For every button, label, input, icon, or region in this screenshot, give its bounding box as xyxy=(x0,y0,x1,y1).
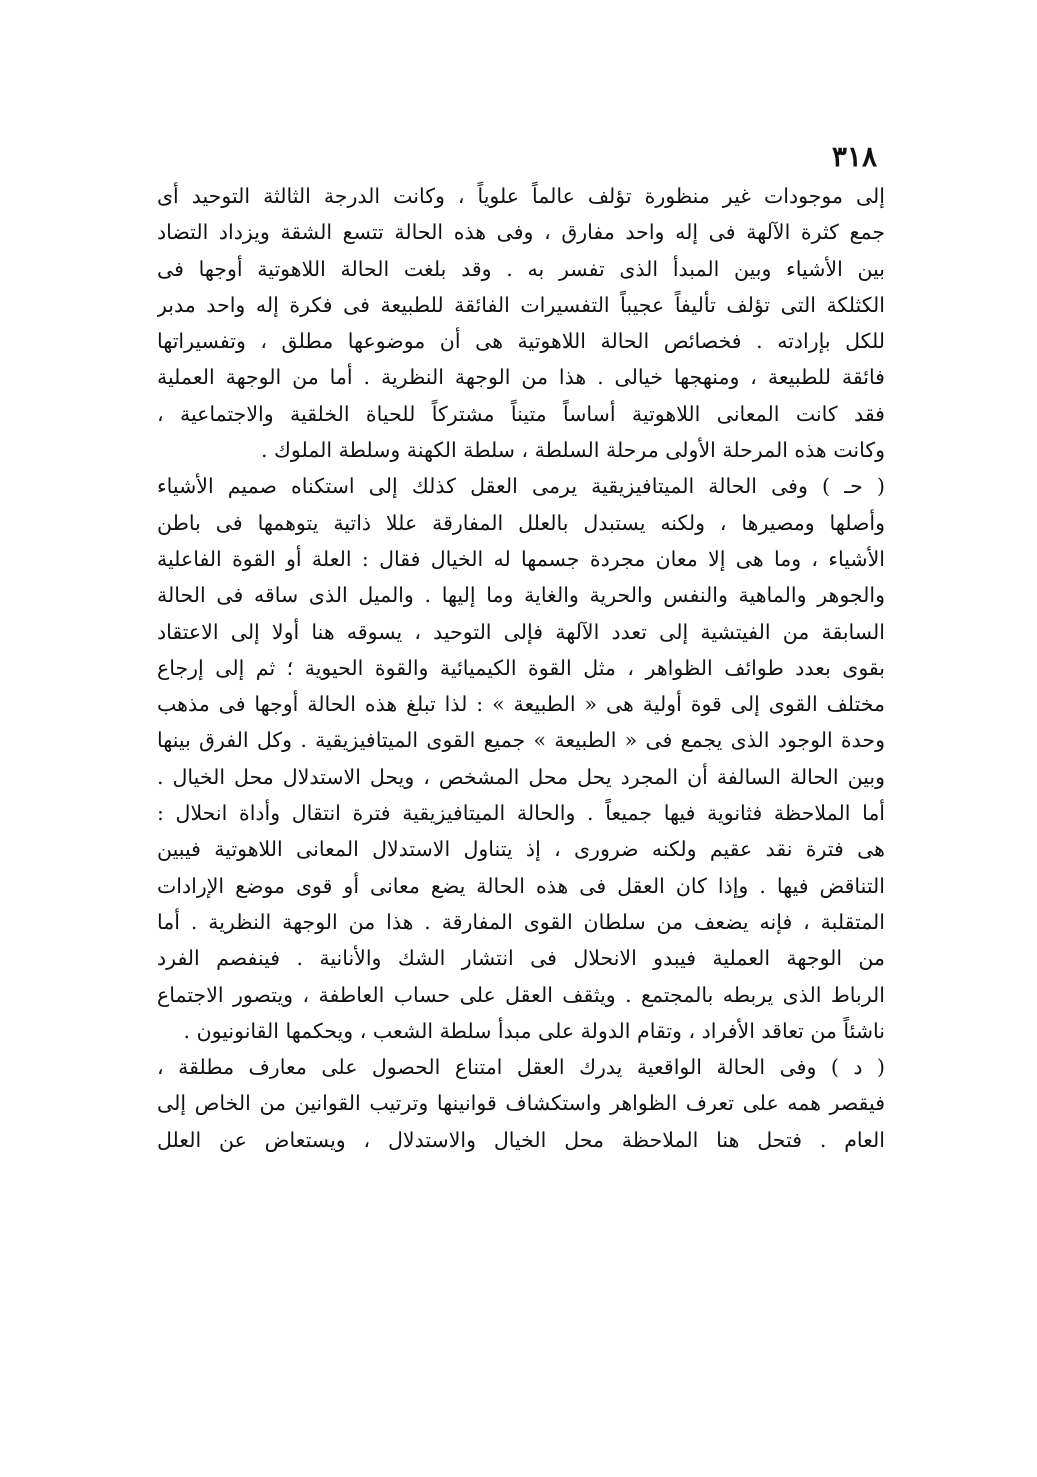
text-line: ناشئاً من تعاقد الأفراد ، وتقام الدولة على مبدأ سلطة الشعب ، ويحكمها القانونيون . xyxy=(183,1018,885,1043)
text-line: التناقض فيها . وإذا كان العقل فى هذه الحالة يضع معانى أو قوى موضع الإرادات xyxy=(157,873,885,898)
text-line: أما الملاحظة فثانوية فيها جميعاً . والحالة الميتافيزيقية فترة انتقال وأداة انحلال : xyxy=(157,801,885,826)
text-line: الكثلكة التى تؤلف تأليفاً عجيباً التفسيرات الفائقة للطبيعة فى فكرة إله واحد مدبر xyxy=(157,292,885,317)
text-line: العام . فتحل هنا الملاحظة محل الخيال والاستدلال ، ويستعاض عن العلل xyxy=(157,1127,885,1152)
text-line: الرباط الذى يربطه بالمجتمع . ويثقف العقل على حساب العاطفة ، ويتصور الاجتماع xyxy=(157,982,885,1007)
text-line: بين الأشياء وبين المبدأ الذى تفسر به . وقد بلغت الحالة اللاهوتية أوجها فى xyxy=(157,256,885,281)
text-line: للكل بإرادته . فخصائص الحالة اللاهوتية هى أن موضوعها مطلق ، وتفسيراتها xyxy=(157,329,885,354)
text-line: وكانت هذه المرحلة الأولى مرحلة السلطة ، سلطة الكهنة وسلطة الملوك . xyxy=(261,438,885,463)
text-line: السابقة من الفيتشية إلى تعدد الآلهة فإلى التوحيد ، يسوقه هنا أولا إلى الاعتقاد xyxy=(157,619,885,644)
text-line: المتقلبة ، فإنه يضعف من سلطان القوى المفارقة . هذا من الوجهة النظرية . أما xyxy=(157,909,885,934)
text-body xyxy=(157,178,885,1158)
text-line: فقد كانت المعانى اللاهوتية أساساً متيناً مشتركاً للحياة الخلقية والاجتماعية ، xyxy=(157,401,885,426)
text-line: وبين الحالة السالفة أن المجرد يحل محل المشخص ، ويحل الاستدلال محل الخيال . xyxy=(157,764,885,789)
text-line: والجوهر والماهية والنفس والحرية والغاية وما إليها . والميل الذى ساقه فى الحالة xyxy=(157,583,885,608)
text-line: هى فترة نقد عقيم ولكنه ضرورى ، إذ يتناول الاستدلال المعانى اللاهوتية فيبين xyxy=(157,837,885,862)
text-line: وحدة الوجود الذى يجمع فى « الطبيعة » جميع القوى الميتافيزيقية . وكل الفرق بينها xyxy=(157,728,885,753)
page-number: ٣١٨ xyxy=(831,140,877,173)
text-line: من الوجهة العملية فيبدو الانحلال فى انتشار الشك والأنانية . فينفصم الفرد xyxy=(157,946,885,971)
text-line: وأصلها ومصيرها ، ولكنه يستبدل بالعلل المفارقة عللا ذاتية يتوهمها فى باطن xyxy=(157,510,885,535)
text-line: بقوى بعدد طوائف الظواهر ، مثل القوة الكيميائية والقوة الحيوية ؛ ثم إلى إرجاع xyxy=(157,655,885,680)
text-line: ( د ) وفى الحالة الواقعية يدرك العقل امتناع الحصول على معارف مطلقة ، xyxy=(157,1055,885,1080)
text-line: مختلف القوى إلى قوة أولية هى « الطبيعة » : لذا تبلغ هذه الحالة أوجها فى مذهب xyxy=(157,692,885,717)
text-line: الأشياء ، وما هى إلا معان مجردة جسمها له الخيال فقال : العلة أو القوة الفاعلية xyxy=(157,546,885,571)
text-line: إلى موجودات غير منظورة تؤلف عالماً علوياً ، وكانت الدرجة الثالثة التوحيد أى xyxy=(157,184,885,208)
text-line: جمع كثرة الآلهة فى إله واحد مفارق ، وفى هذه الحالة تتسع الشقة ويزداد التضاد xyxy=(157,220,885,245)
text-line: ( حـ ) وفى الحالة الميتافيزيقية يرمى العقل كذلك إلى استكناه صميم الأشياء xyxy=(157,474,885,499)
text-line: فيقصر همه على تعرف الظواهر واستكشاف قوانينها وترتيب القوانين من الخاص إلى xyxy=(157,1091,885,1116)
text-line: فائقة للطبيعة ، ومنهجها خيالى . هذا من الوجهة النظرية . أما من الوجهة العملية xyxy=(157,365,885,390)
